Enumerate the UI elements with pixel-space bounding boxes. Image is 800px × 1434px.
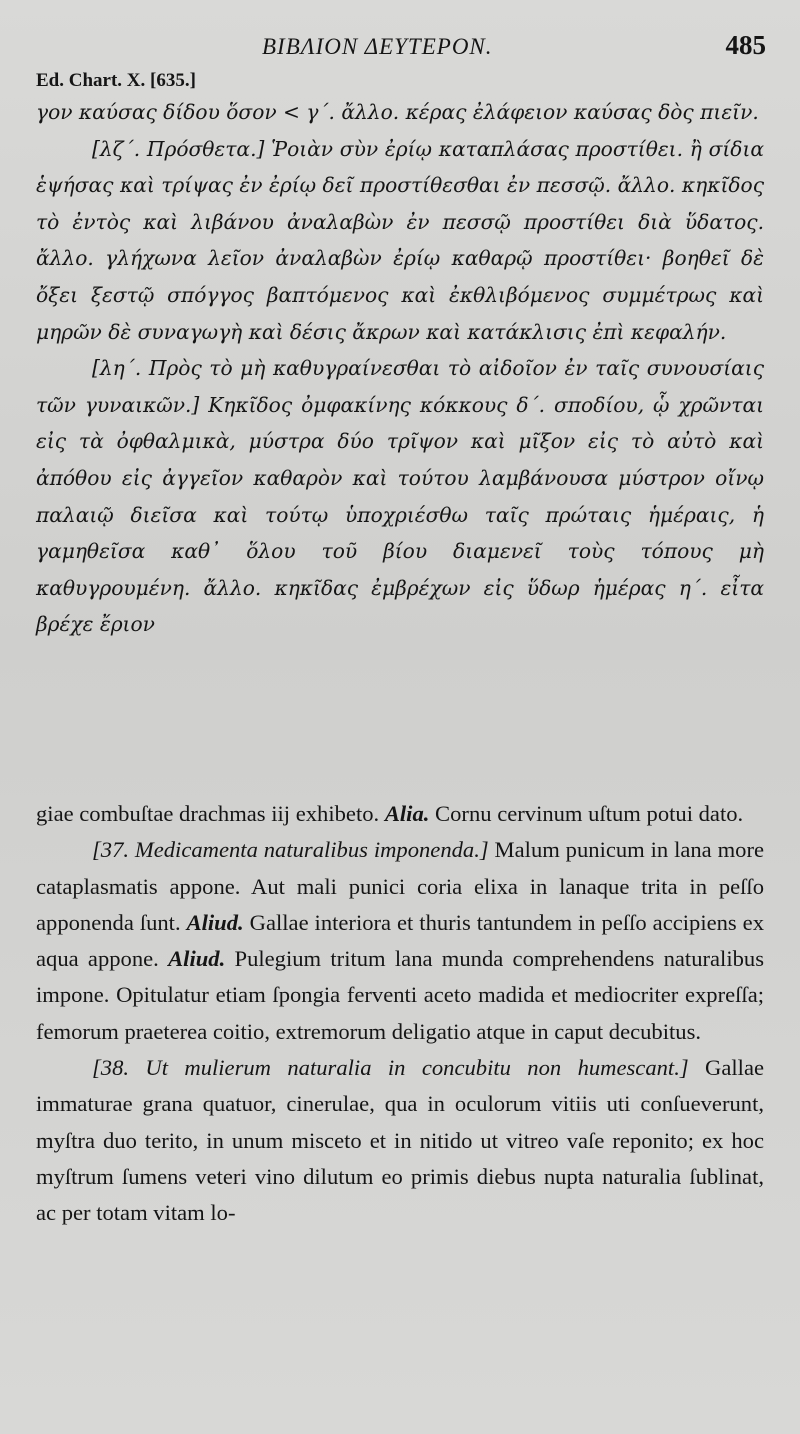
latin-text-block (36, 796, 764, 1232)
greek-paragraph-3 (36, 350, 764, 643)
latin-text: Pulegium tritum lana munda comprehendens naturalibus impone. Opitulatur etiam ſpongia ferventi aceto madida et mediocriter expreſſa; femorum praeterea coitio, extremorum deligatio atque in caput decubitus. (36, 946, 765, 1044)
greek-paragraph-2 (36, 131, 764, 351)
greek-section-38-text: Κηκῖδος ὀμφακίνης κόκκους δ΄. σποδίου, ᾧ χρῶνται εἰς τὰ ὀφθαλμικὰ, μύστρα δύο τρῖψον καὶ μῖξον εἰς τὸ αὐτὸ καὶ ἀπόθου εἰς ἀγγεῖον καθαρὸν καὶ τούτου λαμβάνουσα μύστρον οἴνῳ παλαιῷ διεῖσα καὶ τούτῳ ὑποχριέσθω ταῖς πρώταις ἡμέραις, ἡ γαμηθεῖσα καθ᾽ ὅλου τοῦ βίου διαμενεῖ τοὺς τόπους μὴ καθυγρουμένη. ἄλλο. κηκῖδας ἐμβρέχων εἰς ὕδωρ ἡμέρας η΄. εἶτα βρέχε ἔριον (36, 392, 764, 637)
latin-text: Gallae interiora et thuris tantundem in peſſo accipiens ex aqua appone. (36, 909, 764, 972)
page-header (0, 30, 800, 64)
aliud-label: Aliud. (168, 946, 226, 972)
greek-text-block (36, 94, 764, 643)
greek-section-37-heading: [λζ΄. Πρόσθετα.] (92, 136, 265, 161)
latin-text: Malum punicum in lana more cataplasmatis appone. Aut mali punici coria elixa in lanaque trita in peſſo apponenda ſunt. (36, 837, 764, 935)
latin-paragraph-3 (36, 1050, 764, 1231)
latin-text: Cornu cervinum uſtum potui dato. (429, 801, 744, 826)
alia-label: Alia. (384, 801, 430, 826)
latin-paragraph-2 (36, 832, 764, 1050)
greek-section-38-heading: [λη΄. Πρὸς τὸ μὴ καθυγραίνεσθαι τὸ αἰδοῖον ἐν ταῖς συνουσίαις τῶν γυναικῶν.] (36, 356, 764, 417)
edition-reference: Ed. Chart. X. [635.] (36, 70, 196, 91)
latin-paragraph-1 (36, 796, 764, 832)
running-title: ΒΙΒΛΙΟΝ ΔΕΥΤΕΡΟΝ. (262, 34, 493, 59)
greek-paragraph-1: γον καύσας δίδου ὅσον < γ΄. ἄλλο. κέρας ἐλάφειον καύσας δὸς πιεῖν. (36, 100, 759, 124)
latin-text: Gallae immaturae grana quatuor, cinerulae, qua in oculorum vitiis uti conſueverunt, myſtra duo terito, in unum misceto et in nitido ut vitreo vaſe reponito; ex hoc myſtrum ſumens veteri vino dilutum eo primis diebus nupta naturalia ſublinat, ac per totam vitam lo- (36, 1055, 764, 1226)
greek-section-37-text: Ῥοιὰν σὺν ἐρίῳ καταπλάσας προστίθει. ἢ σίδια ἑψήσας καὶ τρίψας ἐν ἐρίῳ δεῖ προστίθεσθαι ἐν πεσσῷ. ἄλλο. κηκῖδος τὸ ἐντὸς καὶ λιβάνου ἀναλαβὼν ἐν πεσσῷ προστίθει διὰ ὕδατος. ἄλλο. γλήχωνα λεῖον ἀναλαβὼν ἐρίῳ καθαρῷ προστίθει· βοηθεῖ δὲ ὄξει ξεστῷ σπόγγος βαπτόμενος καὶ ἐκθλιβόμενος συμμέτρως καὶ μηρῶν δὲ συναγωγὴ καὶ δέσις ἄκρων καὶ κατάκλισις ἐπὶ κεφαλήν. (36, 136, 765, 344)
latin-section-37-heading: [37. Medicamenta naturalibus imponenda.] (92, 837, 489, 863)
page-number: 485 (725, 30, 766, 60)
latin-text: giae combuſtae drachmas iij exhibeto. (36, 801, 385, 826)
aliud-label: Aliud. (186, 909, 244, 935)
latin-section-38-heading: [38. Ut mulierum naturalia in concubitu non humescant.] (92, 1055, 689, 1081)
